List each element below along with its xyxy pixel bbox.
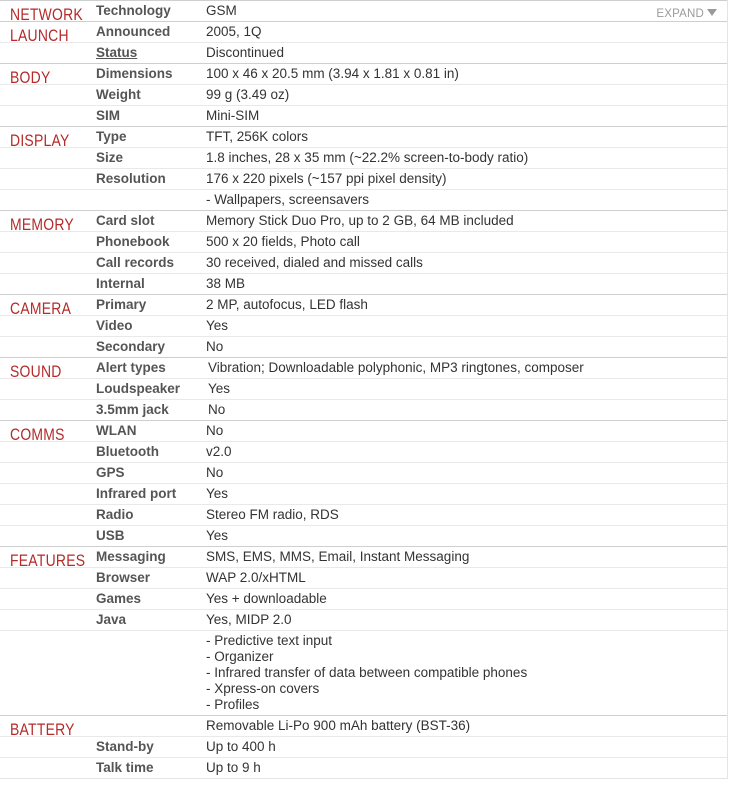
spec-row [0, 525, 727, 546]
spec-title: Games [96, 591, 142, 606]
spec-value: Yes + downloadable [206, 591, 327, 606]
spec-row [0, 378, 727, 399]
spec-title [86, 190, 196, 210]
section-memory [0, 210, 727, 294]
spec-value [196, 631, 727, 715]
spec-value: TFT, 256K colors [206, 129, 309, 144]
spec-row [0, 64, 727, 84]
spec-row [0, 168, 727, 189]
spec-value: 500 x 20 fields, Photo call [206, 234, 360, 249]
spec-value: Stereo FM radio, RDS [206, 507, 339, 522]
spec-row [0, 84, 727, 105]
spec-row [0, 189, 727, 210]
spec-value: 176 x 220 pixels (~157 ppi pixel density) [206, 171, 447, 186]
spec-value: Yes [206, 318, 229, 333]
section-body [0, 63, 727, 126]
spec-row [0, 609, 727, 630]
spec-value: - Wallpapers, screensavers [206, 192, 370, 207]
spec-value: 30 received, dialed and missed calls [206, 255, 423, 270]
spec-title: Size [96, 150, 124, 165]
spec-row [0, 630, 727, 715]
spec-title: Bluetooth [96, 444, 159, 459]
spec-title [86, 716, 196, 736]
spec-value: 38 MB [206, 276, 246, 291]
spec-title: Java [96, 612, 127, 627]
section-heading: COMMS [10, 425, 65, 444]
spec-value-line: - Infrared transfer of data between compatible phones [206, 665, 528, 680]
spec-title: Browser [96, 570, 151, 585]
section-battery [0, 715, 727, 779]
spec-row [0, 336, 727, 357]
spec-row [0, 358, 727, 378]
spec-title: Alert types [96, 360, 166, 375]
spec-row [0, 483, 727, 504]
spec-value-line: - Profiles [206, 697, 260, 712]
spec-value: No [206, 465, 224, 480]
spec-value: Vibration; Downloadable polyphonic, MP3 ringtones, composer [208, 360, 584, 375]
spec-value: Discontinued [206, 45, 285, 60]
spec-value: 2 MP, autofocus, LED flash [206, 297, 368, 312]
spec-title[interactable]: Status [96, 45, 138, 60]
spec-title: Dimensions [96, 66, 173, 81]
spec-value: Yes [206, 528, 229, 543]
section-heading: BATTERY [10, 720, 75, 739]
spec-title: SIM [96, 108, 121, 123]
spec-row [0, 462, 727, 483]
spec-value: Memory Stick Duo Pro, up to 2 GB, 64 MB included [206, 213, 514, 228]
section-camera [0, 294, 727, 357]
spec-row [0, 295, 727, 315]
section-heading: DISPLAY [10, 131, 70, 150]
section-heading: NETWORK [10, 5, 83, 24]
spec-row [0, 105, 727, 126]
spec-row [0, 127, 727, 147]
spec-row [0, 421, 727, 441]
section-heading: MEMORY [10, 215, 74, 234]
spec-value: 1.8 inches, 28 x 35 mm (~22.2% screen-to-body ratio) [206, 150, 529, 165]
spec-title: Card slot [96, 213, 155, 228]
spec-title: Loudspeaker [96, 381, 181, 396]
spec-title: Phonebook [96, 234, 170, 249]
spec-row [0, 504, 727, 525]
spec-title: USB [96, 528, 125, 543]
spec-row [0, 1, 727, 21]
spec-title: Technology [96, 3, 171, 18]
spec-row [0, 147, 727, 168]
spec-title: Talk time [96, 760, 154, 775]
spec-value: 99 g (3.49 oz) [206, 87, 290, 102]
spec-value: GSM [206, 3, 237, 18]
section-heading: BODY [10, 68, 51, 87]
spec-value-line: - Xpress-on covers [206, 681, 320, 696]
spec-title: Internal [96, 276, 145, 291]
spec-value: Yes [206, 486, 229, 501]
spec-row [0, 567, 727, 588]
spec-row [0, 252, 727, 273]
spec-value-line: - Predictive text input [206, 633, 333, 648]
spec-value: No [208, 402, 226, 417]
spec-title: GPS [96, 465, 125, 480]
section-heading: FEATURES [10, 551, 86, 570]
spec-value: v2.0 [206, 444, 232, 459]
spec-row [0, 22, 727, 42]
spec-title: Resolution [96, 171, 166, 186]
spec-row [0, 399, 727, 420]
section-network [0, 0, 727, 24]
section-launch [0, 21, 727, 63]
spec-value: No [206, 423, 224, 438]
spec-value: 100 x 46 x 20.5 mm (3.94 x 1.81 x 0.81 in) [206, 66, 459, 81]
spec-title: Stand-by [96, 739, 154, 754]
section-heading: LAUNCH [10, 26, 69, 45]
spec-title: Type [96, 129, 127, 144]
section-heading: SOUND [10, 362, 62, 381]
spec-title: Radio [96, 507, 134, 522]
spec-value: Mini-SIM [206, 108, 260, 123]
spec-row [0, 588, 727, 609]
spec-title: 3.5mm jack [96, 402, 169, 417]
spec-title: Announced [96, 24, 171, 39]
expand-label: EXPAND [656, 8, 704, 20]
spec-title: Video [96, 318, 133, 333]
section-comms [0, 420, 727, 546]
spec-row [0, 315, 727, 336]
spec-value: Yes, MIDP 2.0 [206, 612, 292, 627]
spec-row [0, 757, 727, 778]
spec-row [0, 441, 727, 462]
spec-row [0, 42, 727, 63]
spec-title: Weight [96, 87, 141, 102]
spec-value: Up to 9 h [206, 760, 261, 775]
section-sound [0, 357, 727, 420]
spec-title: Call records [96, 255, 175, 270]
spec-title: Messaging [96, 549, 166, 564]
spec-row [0, 547, 727, 567]
spec-value-line: - Organizer [206, 649, 274, 664]
spec-row [0, 231, 727, 252]
spec-row [0, 273, 727, 294]
spec-title: WLAN [96, 423, 137, 438]
spec-title: Secondary [96, 339, 166, 354]
spec-value: SMS, EMS, MMS, Email, Instant Messaging [206, 549, 470, 564]
spec-value: Up to 400 h [206, 739, 276, 754]
section-display [0, 126, 727, 210]
spec-value: WAP 2.0/xHTML [206, 570, 306, 585]
spec-value: Yes [208, 381, 231, 396]
spec-row [0, 716, 727, 736]
section-heading: CAMERA [10, 299, 72, 318]
spec-value: No [206, 339, 224, 354]
section-features [0, 546, 727, 715]
spec-row [0, 736, 727, 757]
spec-value: 2005, 1Q [206, 24, 262, 39]
spec-row [0, 211, 727, 231]
spec-title: Primary [96, 297, 147, 312]
spec-title [86, 631, 196, 715]
spec-title: Infrared port [96, 486, 177, 501]
spec-value: Removable Li-Po 900 mAh battery (BST-36) [206, 718, 471, 733]
